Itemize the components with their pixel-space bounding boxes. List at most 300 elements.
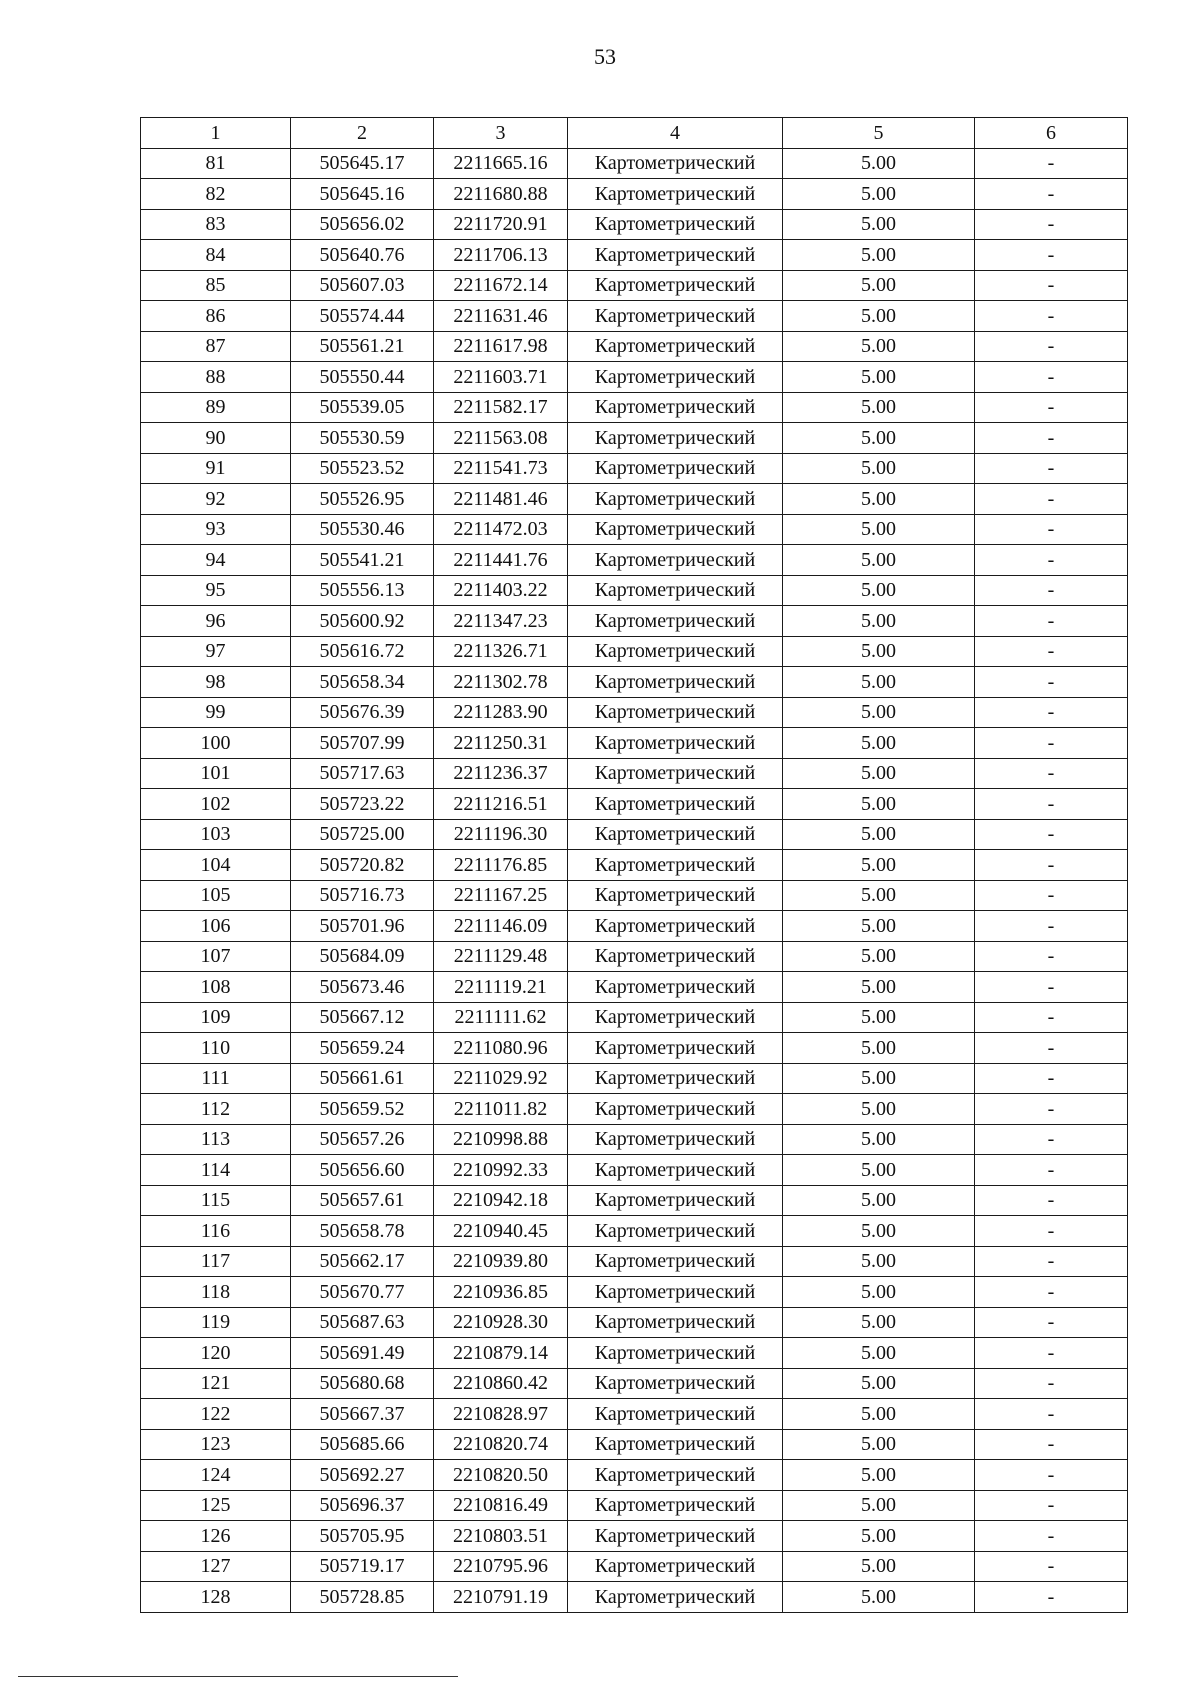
- y-coordinate-cell: 2210928.30: [434, 1307, 568, 1338]
- point-number-cell: 88: [141, 362, 291, 393]
- note-cell: -: [975, 789, 1128, 820]
- point-number-cell: 94: [141, 545, 291, 576]
- x-coordinate-cell: 505659.52: [291, 1094, 434, 1125]
- note-cell: -: [975, 1490, 1128, 1521]
- table-row: [141, 1490, 1128, 1521]
- y-coordinate-cell: 2210828.97: [434, 1399, 568, 1430]
- accuracy-cell: 5.00: [783, 331, 975, 362]
- accuracy-cell: 5.00: [783, 362, 975, 393]
- table-row: [141, 1582, 1128, 1613]
- x-coordinate-cell: 505728.85: [291, 1582, 434, 1613]
- point-number-cell: 121: [141, 1368, 291, 1399]
- x-coordinate-cell: 505685.66: [291, 1429, 434, 1460]
- y-coordinate-cell: 2210939.80: [434, 1246, 568, 1277]
- note-cell: -: [975, 1399, 1128, 1430]
- table-row: [141, 1338, 1128, 1369]
- table-row: [141, 1094, 1128, 1125]
- header-cell-2: 2: [291, 118, 434, 149]
- note-cell: -: [975, 1338, 1128, 1369]
- y-coordinate-cell: 2210936.85: [434, 1277, 568, 1308]
- table-row: [141, 1368, 1128, 1399]
- point-number-cell: 109: [141, 1002, 291, 1033]
- note-cell: -: [975, 1246, 1128, 1277]
- x-coordinate-cell: 505656.02: [291, 209, 434, 240]
- point-number-cell: 95: [141, 575, 291, 606]
- note-cell: -: [975, 1185, 1128, 1216]
- method-cell: Картометрический: [568, 1368, 783, 1399]
- header-cell-4: 4: [568, 118, 783, 149]
- x-coordinate-cell: 505723.22: [291, 789, 434, 820]
- table-row: [141, 240, 1128, 271]
- table-row: [141, 179, 1128, 210]
- accuracy-cell: 5.00: [783, 423, 975, 454]
- accuracy-cell: 5.00: [783, 880, 975, 911]
- y-coordinate-cell: 2211176.85: [434, 850, 568, 881]
- note-cell: -: [975, 697, 1128, 728]
- note-cell: -: [975, 606, 1128, 637]
- point-number-cell: 128: [141, 1582, 291, 1613]
- point-number-cell: 92: [141, 484, 291, 515]
- table-row: [141, 1307, 1128, 1338]
- point-number-cell: 103: [141, 819, 291, 850]
- x-coordinate-cell: 505645.17: [291, 148, 434, 179]
- method-cell: Картометрический: [568, 1063, 783, 1094]
- y-coordinate-cell: 2210942.18: [434, 1185, 568, 1216]
- table-row: [141, 484, 1128, 515]
- table-row: [141, 1216, 1128, 1247]
- table-body: [141, 148, 1128, 1612]
- method-cell: Картометрический: [568, 1429, 783, 1460]
- accuracy-cell: 5.00: [783, 941, 975, 972]
- x-coordinate-cell: 505645.16: [291, 179, 434, 210]
- note-cell: -: [975, 1124, 1128, 1155]
- point-number-cell: 113: [141, 1124, 291, 1155]
- x-coordinate-cell: 505696.37: [291, 1490, 434, 1521]
- table-row: [141, 667, 1128, 698]
- table-row: [141, 1033, 1128, 1064]
- table-row: [141, 697, 1128, 728]
- x-coordinate-cell: 505705.95: [291, 1521, 434, 1552]
- point-number-cell: 82: [141, 179, 291, 210]
- method-cell: Картометрический: [568, 1185, 783, 1216]
- note-cell: -: [975, 148, 1128, 179]
- point-number-cell: 119: [141, 1307, 291, 1338]
- table-row: [141, 758, 1128, 789]
- x-coordinate-cell: 505607.03: [291, 270, 434, 301]
- x-coordinate-cell: 505716.73: [291, 880, 434, 911]
- point-number-cell: 104: [141, 850, 291, 881]
- x-coordinate-cell: 505616.72: [291, 636, 434, 667]
- point-number-cell: 117: [141, 1246, 291, 1277]
- coordinates-table: [140, 117, 1128, 1613]
- note-cell: -: [975, 911, 1128, 942]
- x-coordinate-cell: 505659.24: [291, 1033, 434, 1064]
- point-number-cell: 116: [141, 1216, 291, 1247]
- accuracy-cell: 5.00: [783, 1155, 975, 1186]
- accuracy-cell: 5.00: [783, 1521, 975, 1552]
- y-coordinate-cell: 2210820.50: [434, 1460, 568, 1491]
- accuracy-cell: 5.00: [783, 1002, 975, 1033]
- method-cell: Картометрический: [568, 148, 783, 179]
- y-coordinate-cell: 2211603.71: [434, 362, 568, 393]
- accuracy-cell: 5.00: [783, 758, 975, 789]
- note-cell: -: [975, 1277, 1128, 1308]
- x-coordinate-cell: 505720.82: [291, 850, 434, 881]
- x-coordinate-cell: 505707.99: [291, 728, 434, 759]
- point-number-cell: 122: [141, 1399, 291, 1430]
- note-cell: -: [975, 941, 1128, 972]
- note-cell: -: [975, 1063, 1128, 1094]
- point-number-cell: 86: [141, 301, 291, 332]
- accuracy-cell: 5.00: [783, 1277, 975, 1308]
- point-number-cell: 85: [141, 270, 291, 301]
- method-cell: Картометрический: [568, 606, 783, 637]
- x-coordinate-cell: 505658.78: [291, 1216, 434, 1247]
- table-row: [141, 362, 1128, 393]
- y-coordinate-cell: 2210998.88: [434, 1124, 568, 1155]
- y-coordinate-cell: 2210803.51: [434, 1521, 568, 1552]
- x-coordinate-cell: 505670.77: [291, 1277, 434, 1308]
- x-coordinate-cell: 505550.44: [291, 362, 434, 393]
- accuracy-cell: 5.00: [783, 667, 975, 698]
- note-cell: -: [975, 1551, 1128, 1582]
- table-row: [141, 819, 1128, 850]
- point-number-cell: 110: [141, 1033, 291, 1064]
- method-cell: Картометрический: [568, 1521, 783, 1552]
- x-coordinate-cell: 505574.44: [291, 301, 434, 332]
- point-number-cell: 96: [141, 606, 291, 637]
- method-cell: Картометрический: [568, 270, 783, 301]
- y-coordinate-cell: 2211441.76: [434, 545, 568, 576]
- table-row: [141, 392, 1128, 423]
- y-coordinate-cell: 2211481.46: [434, 484, 568, 515]
- x-coordinate-cell: 505691.49: [291, 1338, 434, 1369]
- accuracy-cell: 5.00: [783, 636, 975, 667]
- y-coordinate-cell: 2211680.88: [434, 179, 568, 210]
- method-cell: Картометрический: [568, 179, 783, 210]
- table-row: [141, 1551, 1128, 1582]
- point-number-cell: 93: [141, 514, 291, 545]
- note-cell: -: [975, 1521, 1128, 1552]
- method-cell: Картометрический: [568, 545, 783, 576]
- method-cell: Картометрический: [568, 575, 783, 606]
- x-coordinate-cell: 505673.46: [291, 972, 434, 1003]
- point-number-cell: 115: [141, 1185, 291, 1216]
- table-row: [141, 545, 1128, 576]
- table-row: [141, 423, 1128, 454]
- x-coordinate-cell: 505676.39: [291, 697, 434, 728]
- point-number-cell: 91: [141, 453, 291, 484]
- x-coordinate-cell: 505539.05: [291, 392, 434, 423]
- point-number-cell: 120: [141, 1338, 291, 1369]
- method-cell: Картометрический: [568, 850, 783, 881]
- method-cell: Картометрический: [568, 1338, 783, 1369]
- method-cell: Картометрический: [568, 697, 783, 728]
- method-cell: Картометрический: [568, 392, 783, 423]
- method-cell: Картометрический: [568, 758, 783, 789]
- footer-divider: [18, 1676, 458, 1677]
- method-cell: Картометрический: [568, 972, 783, 1003]
- x-coordinate-cell: 505701.96: [291, 911, 434, 942]
- table-row: [141, 941, 1128, 972]
- accuracy-cell: 5.00: [783, 453, 975, 484]
- method-cell: Картометрический: [568, 941, 783, 972]
- table-header-row: [141, 118, 1128, 149]
- y-coordinate-cell: 2211167.25: [434, 880, 568, 911]
- accuracy-cell: 5.00: [783, 850, 975, 881]
- accuracy-cell: 5.00: [783, 1307, 975, 1338]
- accuracy-cell: 5.00: [783, 1094, 975, 1125]
- y-coordinate-cell: 2211541.73: [434, 453, 568, 484]
- accuracy-cell: 5.00: [783, 1216, 975, 1247]
- accuracy-cell: 5.00: [783, 728, 975, 759]
- point-number-cell: 111: [141, 1063, 291, 1094]
- accuracy-cell: 5.00: [783, 1124, 975, 1155]
- accuracy-cell: 5.00: [783, 1582, 975, 1613]
- note-cell: -: [975, 1216, 1128, 1247]
- note-cell: -: [975, 1368, 1128, 1399]
- table-row: [141, 301, 1128, 332]
- x-coordinate-cell: 505725.00: [291, 819, 434, 850]
- note-cell: -: [975, 1002, 1128, 1033]
- accuracy-cell: 5.00: [783, 301, 975, 332]
- method-cell: Картометрический: [568, 880, 783, 911]
- y-coordinate-cell: 2211720.91: [434, 209, 568, 240]
- point-number-cell: 106: [141, 911, 291, 942]
- accuracy-cell: 5.00: [783, 148, 975, 179]
- method-cell: Картометрический: [568, 1124, 783, 1155]
- note-cell: -: [975, 209, 1128, 240]
- method-cell: Картометрический: [568, 1460, 783, 1491]
- table-row: [141, 1155, 1128, 1186]
- method-cell: Картометрический: [568, 209, 783, 240]
- accuracy-cell: 5.00: [783, 1551, 975, 1582]
- x-coordinate-cell: 505657.26: [291, 1124, 434, 1155]
- point-number-cell: 125: [141, 1490, 291, 1521]
- note-cell: -: [975, 392, 1128, 423]
- note-cell: -: [975, 972, 1128, 1003]
- table-row: [141, 972, 1128, 1003]
- y-coordinate-cell: 2211119.21: [434, 972, 568, 1003]
- table-row: [141, 1277, 1128, 1308]
- y-coordinate-cell: 2211706.13: [434, 240, 568, 271]
- table-row: [141, 1002, 1128, 1033]
- method-cell: Картометрический: [568, 1490, 783, 1521]
- method-cell: Картометрический: [568, 1399, 783, 1430]
- accuracy-cell: 5.00: [783, 1246, 975, 1277]
- note-cell: -: [975, 636, 1128, 667]
- x-coordinate-cell: 505667.37: [291, 1399, 434, 1430]
- x-coordinate-cell: 505541.21: [291, 545, 434, 576]
- accuracy-cell: 5.00: [783, 209, 975, 240]
- x-coordinate-cell: 505680.68: [291, 1368, 434, 1399]
- x-coordinate-cell: 505717.63: [291, 758, 434, 789]
- table-row: [141, 575, 1128, 606]
- point-number-cell: 83: [141, 209, 291, 240]
- point-number-cell: 108: [141, 972, 291, 1003]
- point-number-cell: 90: [141, 423, 291, 454]
- accuracy-cell: 5.00: [783, 240, 975, 271]
- note-cell: -: [975, 758, 1128, 789]
- point-number-cell: 112: [141, 1094, 291, 1125]
- note-cell: -: [975, 514, 1128, 545]
- method-cell: Картометрический: [568, 514, 783, 545]
- note-cell: -: [975, 1307, 1128, 1338]
- accuracy-cell: 5.00: [783, 1338, 975, 1369]
- method-cell: Картометрический: [568, 911, 783, 942]
- table-row: [141, 1399, 1128, 1430]
- x-coordinate-cell: 505662.17: [291, 1246, 434, 1277]
- table-row: [141, 1460, 1128, 1491]
- note-cell: -: [975, 1460, 1128, 1491]
- method-cell: Картометрический: [568, 1033, 783, 1064]
- point-number-cell: 87: [141, 331, 291, 362]
- note-cell: -: [975, 667, 1128, 698]
- note-cell: -: [975, 1033, 1128, 1064]
- method-cell: Картометрический: [568, 484, 783, 515]
- method-cell: Картометрический: [568, 240, 783, 271]
- y-coordinate-cell: 2211472.03: [434, 514, 568, 545]
- table-row: [141, 1246, 1128, 1277]
- table-row: [141, 1429, 1128, 1460]
- x-coordinate-cell: 505640.76: [291, 240, 434, 271]
- x-coordinate-cell: 505719.17: [291, 1551, 434, 1582]
- y-coordinate-cell: 2210791.19: [434, 1582, 568, 1613]
- page-number: 53: [594, 44, 616, 69]
- method-cell: Картометрический: [568, 1277, 783, 1308]
- x-coordinate-cell: 505523.52: [291, 453, 434, 484]
- note-cell: -: [975, 331, 1128, 362]
- y-coordinate-cell: 2210860.42: [434, 1368, 568, 1399]
- accuracy-cell: 5.00: [783, 484, 975, 515]
- accuracy-cell: 5.00: [783, 545, 975, 576]
- y-coordinate-cell: 2211250.31: [434, 728, 568, 759]
- table-row: [141, 270, 1128, 301]
- accuracy-cell: 5.00: [783, 819, 975, 850]
- x-coordinate-cell: 505561.21: [291, 331, 434, 362]
- point-number-cell: 100: [141, 728, 291, 759]
- point-number-cell: 89: [141, 392, 291, 423]
- table-row: [141, 514, 1128, 545]
- method-cell: Картометрический: [568, 362, 783, 393]
- x-coordinate-cell: 505667.12: [291, 1002, 434, 1033]
- method-cell: Картометрический: [568, 1246, 783, 1277]
- table-row: [141, 1063, 1128, 1094]
- table-row: [141, 880, 1128, 911]
- table-row: [141, 911, 1128, 942]
- accuracy-cell: 5.00: [783, 1368, 975, 1399]
- note-cell: -: [975, 301, 1128, 332]
- y-coordinate-cell: 2211196.30: [434, 819, 568, 850]
- y-coordinate-cell: 2211011.82: [434, 1094, 568, 1125]
- point-number-cell: 118: [141, 1277, 291, 1308]
- note-cell: -: [975, 728, 1128, 759]
- y-coordinate-cell: 2211347.23: [434, 606, 568, 637]
- table-row: [141, 1185, 1128, 1216]
- y-coordinate-cell: 2211216.51: [434, 789, 568, 820]
- x-coordinate-cell: 505600.92: [291, 606, 434, 637]
- y-coordinate-cell: 2211665.16: [434, 148, 568, 179]
- y-coordinate-cell: 2211617.98: [434, 331, 568, 362]
- x-coordinate-cell: 505530.59: [291, 423, 434, 454]
- x-coordinate-cell: 505656.60: [291, 1155, 434, 1186]
- y-coordinate-cell: 2211326.71: [434, 636, 568, 667]
- y-coordinate-cell: 2211129.48: [434, 941, 568, 972]
- method-cell: Картометрический: [568, 1582, 783, 1613]
- y-coordinate-cell: 2211631.46: [434, 301, 568, 332]
- point-number-cell: 124: [141, 1460, 291, 1491]
- table-row: [141, 209, 1128, 240]
- method-cell: Картометрический: [568, 453, 783, 484]
- table-row: [141, 331, 1128, 362]
- point-number-cell: 81: [141, 148, 291, 179]
- table-row: [141, 453, 1128, 484]
- method-cell: Картометрический: [568, 1002, 783, 1033]
- y-coordinate-cell: 2211111.62: [434, 1002, 568, 1033]
- note-cell: -: [975, 880, 1128, 911]
- x-coordinate-cell: 505530.46: [291, 514, 434, 545]
- x-coordinate-cell: 505658.34: [291, 667, 434, 698]
- y-coordinate-cell: 2210940.45: [434, 1216, 568, 1247]
- table-row: [141, 728, 1128, 759]
- accuracy-cell: 5.00: [783, 1033, 975, 1064]
- y-coordinate-cell: 2210816.49: [434, 1490, 568, 1521]
- y-coordinate-cell: 2210795.96: [434, 1551, 568, 1582]
- accuracy-cell: 5.00: [783, 972, 975, 1003]
- method-cell: Картометрический: [568, 423, 783, 454]
- x-coordinate-cell: 505526.95: [291, 484, 434, 515]
- header-cell-6: 6: [975, 118, 1128, 149]
- header-cell-3: 3: [434, 118, 568, 149]
- accuracy-cell: 5.00: [783, 1063, 975, 1094]
- method-cell: Картометрический: [568, 667, 783, 698]
- note-cell: -: [975, 819, 1128, 850]
- note-cell: -: [975, 179, 1128, 210]
- table-row: [141, 1124, 1128, 1155]
- y-coordinate-cell: 2211582.17: [434, 392, 568, 423]
- point-number-cell: 127: [141, 1551, 291, 1582]
- method-cell: Картометрический: [568, 1155, 783, 1186]
- note-cell: -: [975, 270, 1128, 301]
- note-cell: -: [975, 423, 1128, 454]
- note-cell: -: [975, 453, 1128, 484]
- accuracy-cell: 5.00: [783, 1460, 975, 1491]
- table-row: [141, 606, 1128, 637]
- note-cell: -: [975, 1155, 1128, 1186]
- accuracy-cell: 5.00: [783, 270, 975, 301]
- point-number-cell: 114: [141, 1155, 291, 1186]
- note-cell: -: [975, 1429, 1128, 1460]
- accuracy-cell: 5.00: [783, 1185, 975, 1216]
- y-coordinate-cell: 2211283.90: [434, 697, 568, 728]
- method-cell: Картометрический: [568, 1216, 783, 1247]
- note-cell: -: [975, 362, 1128, 393]
- method-cell: Картометрический: [568, 301, 783, 332]
- point-number-cell: 102: [141, 789, 291, 820]
- method-cell: Картометрический: [568, 819, 783, 850]
- x-coordinate-cell: 505556.13: [291, 575, 434, 606]
- point-number-cell: 98: [141, 667, 291, 698]
- point-number-cell: 99: [141, 697, 291, 728]
- note-cell: -: [975, 240, 1128, 271]
- y-coordinate-cell: 2211302.78: [434, 667, 568, 698]
- accuracy-cell: 5.00: [783, 392, 975, 423]
- point-number-cell: 84: [141, 240, 291, 271]
- method-cell: Картометрический: [568, 331, 783, 362]
- accuracy-cell: 5.00: [783, 606, 975, 637]
- y-coordinate-cell: 2211672.14: [434, 270, 568, 301]
- y-coordinate-cell: 2211146.09: [434, 911, 568, 942]
